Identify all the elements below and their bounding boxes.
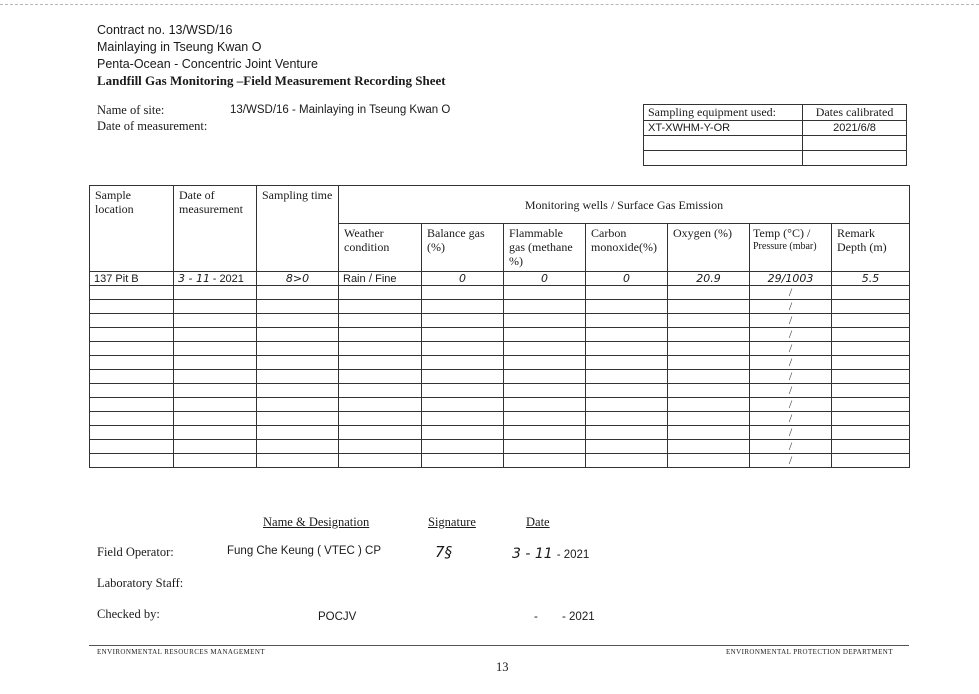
equipment-table [643, 104, 907, 166]
table-cell [257, 454, 339, 468]
table-cell [504, 370, 586, 384]
table-cell [339, 412, 422, 426]
table-cell [586, 356, 668, 370]
table-cell [257, 398, 339, 412]
table-cell [750, 370, 832, 384]
table-cell [174, 384, 257, 398]
table-cell [339, 426, 422, 440]
date-heading: Date [526, 515, 550, 529]
table-cell [750, 286, 832, 300]
table-cell [257, 356, 339, 370]
table-cell [257, 342, 339, 356]
footer-right: ENVIRONMENTAL PROTECTION DEPARTMENT [726, 648, 893, 656]
table-cell [174, 300, 257, 314]
table-cell [750, 328, 832, 342]
field-operator-label: Field Operator: [97, 545, 174, 559]
table-cell [422, 398, 504, 412]
table-cell [174, 412, 257, 426]
checked-by-label: Checked by: [97, 607, 160, 621]
temp-pressure-slash: / [788, 453, 793, 467]
table-cell [586, 454, 668, 468]
table-cell [832, 454, 910, 468]
table-cell [832, 426, 910, 440]
measurement-table [89, 185, 910, 468]
table-row [90, 370, 910, 384]
temp-pressure-slash: / [788, 425, 793, 439]
table-cell [504, 440, 586, 454]
table-cell [504, 314, 586, 328]
table-cell [90, 412, 174, 426]
table-cell [90, 328, 174, 342]
table-cell [668, 384, 750, 398]
footer-divider [89, 645, 909, 646]
table-cell [90, 300, 174, 314]
table-cell [504, 384, 586, 398]
table-row [90, 398, 910, 412]
site-name-label: Name of site: [97, 103, 165, 117]
temp-pressure-slash: / [788, 299, 793, 313]
table-cell [257, 426, 339, 440]
table-cell [750, 300, 832, 314]
table-cell [257, 314, 339, 328]
table-cell [832, 398, 910, 412]
header-flammable-gas: Flammable gas (methane %) [504, 224, 586, 272]
table-cell [422, 370, 504, 384]
table-cell [832, 384, 910, 398]
table-cell [832, 300, 910, 314]
table-cell [504, 286, 586, 300]
cell-weather-a: Rain [343, 273, 366, 285]
table-cell [586, 342, 668, 356]
table-cell [750, 440, 832, 454]
table-cell [90, 356, 174, 370]
table-cell [504, 328, 586, 342]
laboratory-staff-label: Laboratory Staff: [97, 576, 184, 590]
table-cell [586, 384, 668, 398]
table-cell [668, 342, 750, 356]
table-cell [339, 454, 422, 468]
sheet-title: Landfill Gas Monitoring –Field Measurement Recording Sheet [97, 73, 446, 88]
temp-pressure-slash: / [788, 313, 793, 327]
table-cell [668, 314, 750, 328]
table-cell [504, 342, 586, 356]
table-cell [668, 440, 750, 454]
table-cell [750, 314, 832, 328]
table-cell [504, 454, 586, 468]
table-cell [339, 314, 422, 328]
table-cell [90, 342, 174, 356]
table-cell [750, 384, 832, 398]
table-cell [174, 356, 257, 370]
header-carbon-monoxide: Carbon monoxide(%) [586, 224, 668, 272]
header-date-of-measurement: Date of measurement [174, 186, 257, 272]
table-cell [90, 398, 174, 412]
measurement-date-label: Date of measurement: [97, 119, 208, 133]
table-cell [586, 370, 668, 384]
table-cell [339, 328, 422, 342]
table-cell [832, 286, 910, 300]
cell-weather-slash: / [368, 271, 373, 285]
table-cell [832, 328, 910, 342]
table-cell [832, 342, 910, 356]
temp-pressure-slash: / [788, 285, 793, 299]
table-cell [339, 384, 422, 398]
table-cell [586, 440, 668, 454]
table-cell [586, 412, 668, 426]
table-cell [504, 398, 586, 412]
checked-by-name: POCJV [318, 611, 357, 623]
table-cell [339, 286, 422, 300]
table-cell [422, 314, 504, 328]
cell-weather-b: Fine [375, 273, 397, 285]
table-cell [174, 370, 257, 384]
table-cell [832, 314, 910, 328]
temp-pressure-slash: / [788, 411, 793, 425]
table-cell [668, 454, 750, 468]
header-pressure: Pressure (mbar) [753, 241, 817, 252]
table-cell [750, 412, 832, 426]
table-cell [257, 370, 339, 384]
table-cell [586, 426, 668, 440]
checked-by-dash: - [534, 611, 538, 623]
table-cell [750, 426, 832, 440]
table-cell [174, 286, 257, 300]
calibration-date-cell [803, 151, 907, 166]
field-date-hand: 3 - 11 [512, 546, 553, 562]
calibration-header: Dates calibrated [803, 105, 907, 121]
table-cell [174, 454, 257, 468]
table-cell [174, 328, 257, 342]
header-sampling-time: Sampling time [257, 186, 339, 272]
temp-pressure-slash: / [788, 397, 793, 411]
table-cell [422, 356, 504, 370]
table-cell [339, 300, 422, 314]
table-row [90, 272, 910, 286]
cell-date [174, 272, 257, 286]
table-cell [339, 398, 422, 412]
header-balance-gas: Balance gas (%) [422, 224, 504, 272]
table-cell [586, 300, 668, 314]
field-operator-name: Fung Che Keung ( VTEC ) CP [227, 545, 382, 557]
table-cell [668, 398, 750, 412]
table-row [90, 300, 910, 314]
table-cell [750, 454, 832, 468]
cell-balance: 0 [422, 272, 504, 286]
signature-heading: Signature [428, 515, 476, 529]
table-cell [422, 440, 504, 454]
field-operator-signature: 7§ [435, 543, 453, 561]
top-scan-line [0, 4, 979, 5]
cell-date-year: - 2021 [212, 272, 244, 285]
cell-temp: 29/1003 [750, 272, 832, 286]
table-cell [832, 440, 910, 454]
calibration-date-cell: 2021/6/8 [803, 121, 907, 136]
contract-number: Contract no. 13/WSD/16 [97, 23, 233, 37]
table-cell [750, 398, 832, 412]
table-cell [257, 286, 339, 300]
cell-flammable: 0 [504, 272, 586, 286]
equipment-cell: XT-XWHM-Y-OR [644, 121, 803, 136]
header-sample-location: Sample location [90, 186, 174, 272]
table-cell [832, 356, 910, 370]
table-row [90, 286, 910, 300]
cell-weather [339, 272, 422, 286]
temp-pressure-slash: / [788, 327, 793, 341]
table-cell [422, 412, 504, 426]
table-cell [257, 300, 339, 314]
table-cell [504, 426, 586, 440]
equipment-cell [644, 136, 803, 151]
table-row [90, 356, 910, 370]
temp-pressure-slash: / [788, 439, 793, 453]
table-cell [90, 286, 174, 300]
header-oxygen: Oxygen (%) [668, 224, 750, 272]
header-depth: Depth (m) [837, 240, 887, 254]
table-cell [174, 314, 257, 328]
table-cell [668, 356, 750, 370]
site-name-value: 13/WSD/16 - Mainlaying in Tseung Kwan O [230, 104, 451, 116]
calibration-date-cell [803, 136, 907, 151]
table-row [90, 342, 910, 356]
table-row [90, 426, 910, 440]
table-cell [586, 398, 668, 412]
table-cell [586, 286, 668, 300]
cell-co: 0 [586, 272, 668, 286]
header-temp: Temp (°C) / [753, 226, 811, 240]
table-row [90, 314, 910, 328]
cell-date-hand: 3 - 11 [178, 271, 210, 285]
equipment-header: Sampling equipment used: [644, 105, 803, 121]
table-cell [504, 300, 586, 314]
project-name: Mainlaying in Tseung Kwan O [97, 40, 262, 54]
cell-depth: 5.5 [832, 272, 910, 286]
table-cell [90, 370, 174, 384]
temp-pressure-slash: / [788, 369, 793, 383]
table-cell [668, 370, 750, 384]
table-cell [174, 398, 257, 412]
table-row [90, 412, 910, 426]
table-cell [422, 300, 504, 314]
table-cell [257, 384, 339, 398]
table-cell [257, 412, 339, 426]
table-cell [339, 342, 422, 356]
header-monitoring-group: Monitoring wells / Surface Gas Emission [339, 186, 910, 224]
table-cell [422, 342, 504, 356]
header-weather: Weather condition [339, 224, 422, 272]
temp-pressure-slash: / [788, 341, 793, 355]
checked-by-year: - 2021 [562, 611, 595, 623]
table-row [90, 454, 910, 468]
temp-pressure-slash: / [788, 355, 793, 369]
table-cell [668, 328, 750, 342]
table-cell [422, 426, 504, 440]
table-cell [750, 342, 832, 356]
table-cell [339, 356, 422, 370]
table-cell [668, 300, 750, 314]
table-cell [832, 412, 910, 426]
table-cell [668, 412, 750, 426]
table-cell [422, 328, 504, 342]
table-cell [174, 426, 257, 440]
cell-time: 8>0 [257, 272, 339, 286]
field-operator-date [512, 545, 589, 563]
table-cell [339, 370, 422, 384]
table-cell [174, 440, 257, 454]
cell-location: 137 Pit B [90, 272, 174, 286]
table-cell [90, 314, 174, 328]
table-cell [586, 328, 668, 342]
field-date-year: - 2021 [556, 549, 590, 561]
table-row [90, 328, 910, 342]
table-cell [257, 440, 339, 454]
table-cell [668, 426, 750, 440]
table-cell [90, 384, 174, 398]
temp-pressure-slash: / [788, 383, 793, 397]
cell-oxygen: 20.9 [668, 272, 750, 286]
name-designation-heading: Name & Designation [263, 515, 370, 529]
table-cell [174, 342, 257, 356]
table-cell [504, 356, 586, 370]
table-row [90, 384, 910, 398]
table-row [90, 440, 910, 454]
header-remark: Remark [837, 226, 875, 240]
table-cell [90, 440, 174, 454]
table-cell [586, 314, 668, 328]
table-cell [422, 286, 504, 300]
equipment-cell [644, 151, 803, 166]
footer-left: ENVIRONMENTAL RESOURCES MANAGEMENT [97, 648, 265, 656]
table-cell [832, 370, 910, 384]
header-remark-depth [832, 224, 910, 272]
table-cell [339, 440, 422, 454]
contractor-name: Penta-Ocean - Concentric Joint Venture [97, 57, 318, 71]
header-temp-pressure [750, 224, 832, 272]
page-number: 13 [496, 660, 509, 674]
table-cell [422, 454, 504, 468]
table-cell [257, 328, 339, 342]
table-cell [422, 384, 504, 398]
table-cell [750, 356, 832, 370]
table-cell [668, 286, 750, 300]
table-cell [504, 412, 586, 426]
table-cell [90, 426, 174, 440]
table-cell [90, 454, 174, 468]
